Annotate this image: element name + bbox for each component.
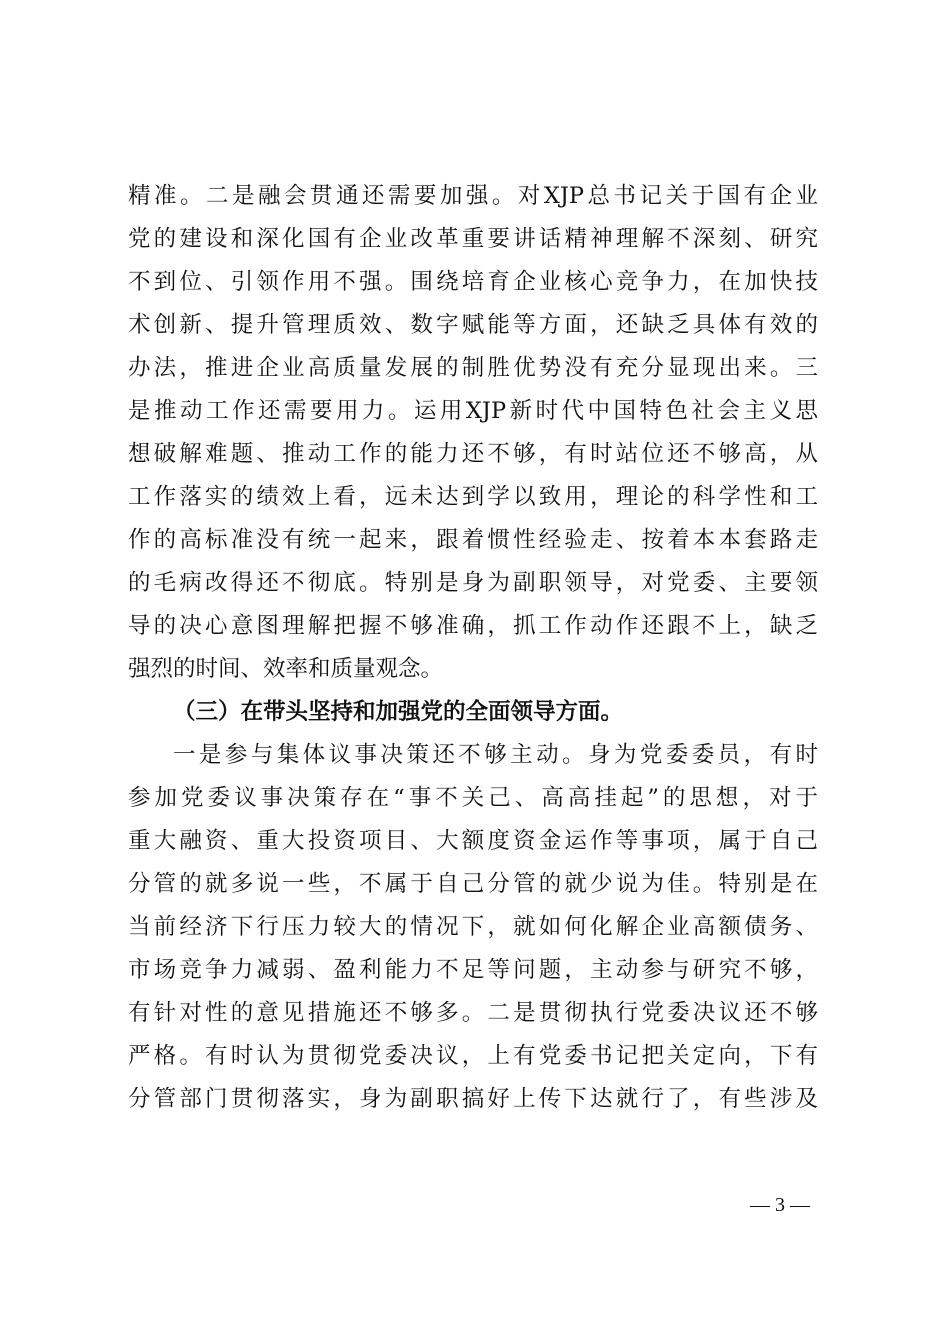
text-line: 是推动工作还需要用力。运用XJP新时代中国特色社会主义思 xyxy=(128,398,818,424)
text-line: 党的建设和深化国有企业改革重要讲话精神理解不深刻、研究 xyxy=(128,226,818,252)
text-line: 办法，推进企业高质量发展的制胜优势没有充分显现出来。三 xyxy=(128,355,818,381)
text-line: 当前经济下行压力较大的情况下，就如何化解企业高额债务、 xyxy=(128,914,818,940)
text-line: 市场竞争力减弱、盈利能力不足等问题，主动参与研究不够， xyxy=(128,957,818,983)
text-line: 不到位、引领作用不强。围绕培育企业核心竞争力，在加快技 xyxy=(128,269,818,295)
body-text xyxy=(128,175,818,1121)
text-line: 严格。有时认为贯彻党委决议，上有党委书记把关定向，下有 xyxy=(128,1043,818,1069)
text-line: 的毛病改得还不彻底。特别是身为副职领导，对党委、主要领 xyxy=(128,570,818,596)
text-line: 想破解难题、推动工作的能力还不够，有时站位还不够高，从 xyxy=(128,441,818,467)
page-number: — 3 — xyxy=(750,1194,810,1216)
text-line: 一是参与集体议事决策还不够主动。身为党委委员，有时 xyxy=(173,742,818,768)
text-line: 术创新、提升管理质效、数字赋能等方面，还缺乏具体有效的 xyxy=(128,312,818,338)
text-line: 工作落实的绩效上看，远未达到学以致用，理论的科学性和工 xyxy=(128,484,818,510)
text-line: 参加党委议事决策存在“事不关己、高高挂起”的思想，对于 xyxy=(128,785,818,811)
text-line: 作的高标准没有统一起来，跟着惯性经验走、按着本本套路走 xyxy=(128,527,818,553)
text-line: 精准。二是融会贯通还需要加强。对XJP总书记关于国有企业 xyxy=(128,183,818,209)
text-line: 有针对性的意见措施还不够多。二是贯彻执行党委决议还不够 xyxy=(128,1000,818,1026)
text-line: 分管的就多说一些，不属于自己分管的就少说为佳。特别是在 xyxy=(128,871,818,897)
section-heading: （三）在带头坚持和加强党的全面领导方面。 xyxy=(173,699,624,725)
text-line: 重大融资、重大投资项目、大额度资金运作等事项，属于自己 xyxy=(128,828,818,854)
text-line: 强烈的时间、效率和质量观念。 xyxy=(128,656,444,682)
text-line: 导的决心意图理解把握不够准确，抓工作动作还跟不上，缺乏 xyxy=(128,613,818,639)
text-line: 分管部门贯彻落实，身为副职搞好上传下达就行了，有些涉及 xyxy=(128,1086,818,1112)
